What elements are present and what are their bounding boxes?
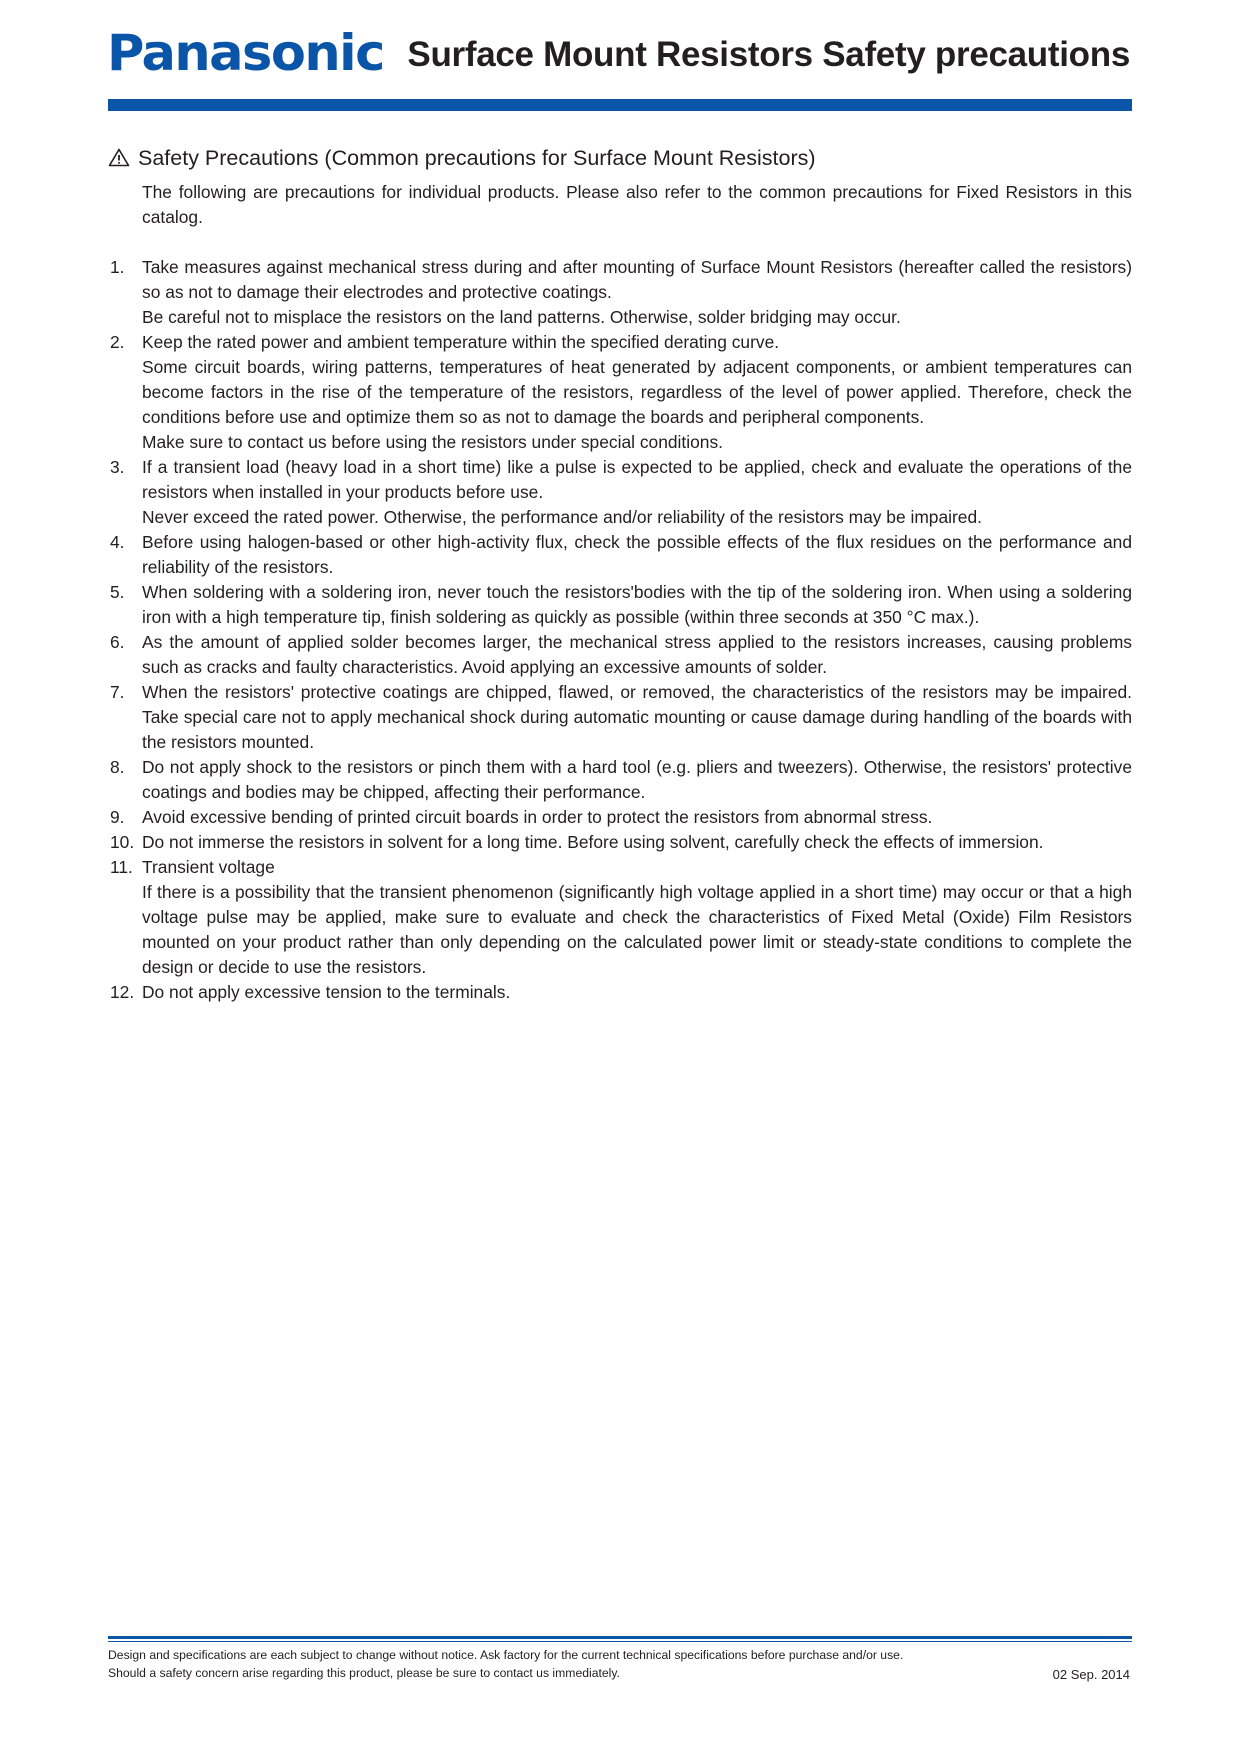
list-item-paragraph: Avoid excessive bending of printed circuit boards in order to protect the resistors from abnormal stress.: [142, 807, 933, 827]
list-item-paragraph: Make sure to contact us before using the resistors under special conditions.: [142, 432, 723, 452]
section-heading: [108, 144, 1132, 172]
list-item-paragraph: Take measures against mechanical stress during and after mounting of Surface Mount Resistors (hereafter called the resistors) so as not to damage their electrodes and protective coatings.: [142, 257, 1132, 302]
list-item: [108, 830, 1132, 855]
list-item-number: 4.: [110, 532, 125, 552]
footer-date: 02 Sep. 2014: [1052, 1667, 1130, 1682]
list-item-number: 10.: [110, 832, 135, 852]
page-title: Surface Mount Resistors Safety precautions: [407, 35, 1130, 74]
list-item-number: 6.: [110, 632, 125, 652]
list-item-paragraph: When soldering with a soldering iron, never touch the resistors'bodies with the tip of the soldering iron. When using a soldering iron with a high temperature tip, finish soldering as quickly as possible (within three seconds at 350 °C max.).: [142, 582, 1132, 627]
list-item: [108, 455, 1132, 530]
list-item: [108, 755, 1132, 805]
footer-rule: [108, 1636, 1132, 1639]
footer-rule-thin: [108, 1641, 1132, 1642]
list-item-number: 5.: [110, 582, 125, 602]
list-item-paragraph: If a transient load (heavy load in a short time) like a pulse is expected to be applied, check and evaluate the operations of the resistors when installed in your products before use.: [142, 457, 1132, 502]
list-item-number: 8.: [110, 757, 125, 777]
list-item: [108, 580, 1132, 630]
list-item: [108, 805, 1132, 830]
precaution-list: [108, 255, 1132, 1005]
list-item: [108, 255, 1132, 330]
footer-notice-line: Design and specifications are each subject to change without notice. Ask factory for the current technical specifications before purchase and/or use.: [108, 1648, 904, 1662]
list-item-paragraph: Do not immerse the resistors in solvent for a long time. Before using solvent, carefully check the effects of immersion.: [142, 832, 1044, 852]
list-item-number: 11.: [110, 857, 133, 877]
footer-notice: [108, 1646, 1068, 1682]
list-item: [108, 330, 1132, 455]
list-item-paragraph: Never exceed the rated power. Otherwise, the performance and/or reliability of the resistors may be impaired.: [142, 507, 982, 527]
intro-paragraph: The following are precautions for individual products. Please also refer to the common precautions for Fixed Resistors in this catalog.: [142, 182, 1132, 227]
list-item-number: 3.: [110, 457, 125, 477]
list-item-paragraph: Some circuit boards, wiring patterns, temperatures of heat generated by adjacent components, or ambient temperatures can become factors in the rise of the temperature of the resistors, regardless of the level of power applied. Therefore, check the conditions before use and optimize them so as not to damage the boards and peripheral components.: [142, 357, 1132, 427]
list-item: [108, 530, 1132, 580]
list-item: [108, 630, 1132, 680]
list-item: [108, 980, 1132, 1005]
brand-logo: Panasonic: [107, 24, 384, 82]
list-item-number: 2.: [110, 332, 125, 352]
list-item-paragraph: Be careful not to misplace the resistors on the land patterns. Otherwise, solder bridging may occur.: [142, 307, 901, 327]
list-item-number: 12.: [110, 982, 135, 1002]
list-item-paragraph: Before using halogen-based or other high-activity flux, check the possible effects of the flux residues on the performance and reliability of the resistors.: [142, 532, 1132, 577]
list-item-paragraph: Do not apply excessive tension to the terminals.: [142, 982, 511, 1002]
warning-triangle-icon: [108, 148, 130, 167]
list-item-paragraph: As the amount of applied solder becomes larger, the mechanical stress applied to the resistors increases, causing problems such as cracks and faulty characteristics. Avoid applying an excessive amounts of solder.: [142, 632, 1132, 677]
list-item-number: 9.: [110, 807, 125, 827]
list-item-number: 7.: [110, 682, 125, 702]
list-item-number: 1.: [110, 257, 125, 277]
footer-notice-line: Should a safety concern arise regarding this product, please be sure to contact us immediately.: [108, 1666, 620, 1680]
document-body: [108, 180, 1132, 1005]
list-item-paragraph: Keep the rated power and ambient temperature within the specified derating curve.: [142, 332, 780, 352]
list-item-paragraph: Transient voltage: [142, 857, 275, 877]
list-item-paragraph: Do not apply shock to the resistors or pinch them with a hard tool (e.g. pliers and tweezers). Otherwise, the resistors' protective coatings and bodies may be chipped, affecting their performance.: [142, 757, 1132, 802]
section-heading-text: Safety Precautions (Common precautions for Surface Mount Resistors): [138, 146, 816, 170]
list-item: [108, 680, 1132, 755]
list-item: [108, 855, 1132, 980]
list-item-paragraph: If there is a possibility that the transient phenomenon (significantly high voltage applied in a short time) may occur or that a high voltage pulse may be applied, make sure to evaluate and check the characteristics of Fixed Metal (Oxide) Film Resistors mounted on your product rather than only depending on the calculated power limit or steady-state conditions to complete the design or decide to use the resistors.: [142, 882, 1132, 977]
list-item-paragraph: When the resistors' protective coatings are chipped, flawed, or removed, the characteristics of the resistors may be impaired. Take special care not to apply mechanical shock during automatic mounting or cause damage during handling of the boards with the resistors mounted.: [142, 682, 1132, 752]
header-rule: [108, 99, 1132, 111]
